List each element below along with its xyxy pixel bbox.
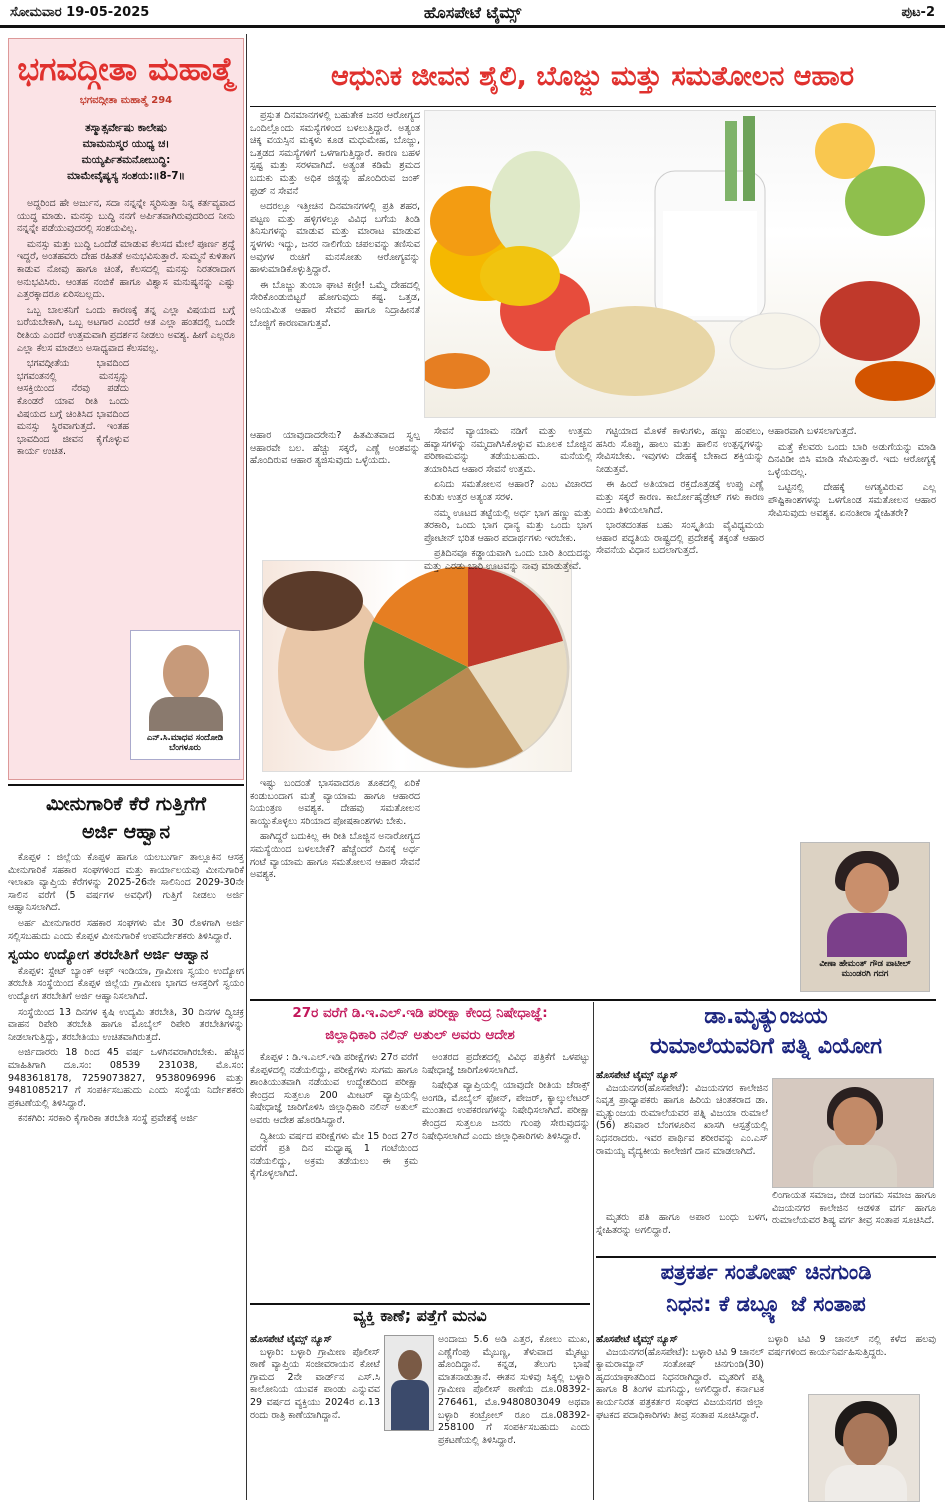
- obituary-body: [596, 1334, 764, 1502]
- shirt-shape: [813, 1145, 897, 1188]
- paragraph: ಭಾರತದಂತಹ ಬಹು ಸಂಸ್ಕೃತಿಯ ವೈವಿಧ್ಯಮಯ ಆಹಾರ ಪದ್ಧತಿಯ ರಾಷ್ಟ್ರದಲ್ಲಿ ಪ್ರದೇಶಕ್ಕೆ ತಕ್ಕಂತೆ ಆಹಾರ ಸೇವನೆಯ ವಿಧಾನ ಬದಲಾಗುತ್ತದೆ.: [596, 520, 764, 557]
- headline-line: ಪತ್ರಕರ್ತ ಸಂತೋಷ್ ಚಿನಗುಂಡಿ: [660, 1260, 872, 1284]
- article-column: [250, 430, 420, 560]
- missing-headline: ವ್ಯಕ್ತಿ ಕಾಣೆ; ಪತ್ತೆಗೆ ಮನವಿ: [353, 1306, 487, 1325]
- author-photo: [130, 630, 240, 760]
- page-number: ಪುಟ-2: [901, 5, 935, 20]
- headline-line: ಅರ್ಜಿ ಆಹ್ವಾನ: [81, 821, 171, 843]
- gita-body: [17, 198, 235, 459]
- divider: [250, 999, 936, 1001]
- paragraph: ಗಟ್ಟಿಯಾದ ಮೊಳಕೆ ಕಾಳುಗಳು, ಹಣ್ಣು ಹಂಪಲು, ಹಸಿರು ಸೊಪ್ಪು, ಹಾಲು ಮತ್ತು ಹಾಲಿನ ಉತ್ಪನ್ನಗಳನ್ನು ಸೇವಿಸಬೇಕು. ಇವುಗಳು ದೇಹಕ್ಕೆ ಬೇಕಾದ ಶಕ್ತಿಯನ್ನು ನೀಡುತ್ತವೆ.: [596, 426, 764, 475]
- obituary-photo: [808, 1394, 920, 1502]
- paragraph: ನಿಷೇಧಿತ ವ್ಯಾಪ್ತಿಯಲ್ಲಿ ಯಾವುದೇ ರೀತಿಯ ಜೆರಾಕ್ಸ್ ಅಂಗಡಿ, ಮೊಬೈಲ್ ಫೋನ್, ಪೇಜರ್, ಕ್ಯಾಲ್ಕುಲೇಟರ್ ಮುಂತಾದ ಉಪಕರಣಗಳನ್ನು ನಿಷೇಧಿಸಲಾಗಿದೆ. ಪರೀಕ್ಷಾ ಕೇಂದ್ರದ ಸುತ್ತಲೂ ಜನರು ಗುಂಪು ಸೇರುವುದನ್ನು ನಿಷೇಧಿಸಲಾಗಿದೆ ಎಂದು ಜಿಲ್ಲಾಧಿಕಾರಿಗಳು ತಿಳಿಸಿದ್ದಾರೆ.: [422, 1080, 590, 1142]
- paragraph: ಈ ಹಿಂದೆ ಅತಿಯಾದ ರಕ್ತದೊತ್ತಡಕ್ಕೆ ಉಪ್ಪು ಎಣ್ಣೆ ಮತ್ತು ಸಕ್ಕರೆ ಕಾರಣ. ಕಾರ್ಬೋಹೈಡ್ರೇಟ್ ಗಳು ಕಾರಣ ಎಂದು ತಿಳಿಯಲಾಗಿದೆ.: [596, 479, 764, 516]
- gita-shloka: [17, 120, 235, 184]
- article-column: [424, 426, 592, 996]
- paragraph: ವಿಜಯನಗರ(ಹೊಸಪೇಟೆ): ಬಳ್ಳಾರಿ ಟಿವಿ 9 ಚಾನಲ್ ಕ್ಯಾಮರಾಮ್ಯಾನ್ ಸಂತೋಷ್ ಚಿನಗುಂಡಿ(30) ಹೃದಯಾಘಾತದಿಂದ ನಿಧನರಾಗಿದ್ದಾರೆ. ಮೃತರಿಗೆ ಪತ್ನಿ ಹಾಗೂ 8 ತಿಂಗಳ ಮಗನಿದ್ದು, ಅಗಲಿದ್ದಾರೆ. ಕರ್ನಾಟಕ ಕಾರ್ಯನಿರತ ಪತ್ರಕರ್ತರ ಸಂಘದ ವಿಜಯನಗರ ಜಿಲ್ಲಾ ಘಟಕದ ಪದಾಧಿಕಾರಿಗಳು ತೀವ್ರ ಸಂತಾಪ ಸೂಚಿಸಿದ್ದಾರೆ.: [596, 1346, 764, 1421]
- shirt-shape: [827, 913, 907, 957]
- paragraph: ಒಟ್ಟಿನಲ್ಲಿ ದೇಹಕ್ಕೆ ಅಗತ್ಯವಿರುವ ಎಲ್ಲ ಪೌಷ್ಟಿಕಾಂಶಗಳನ್ನು ಒಳಗೊಂಡ ಸಮತೋಲನ ಆಹಾರ ಸೇವಿಸುವುದು ಅವಶ್ಯಕ. ಏನಂತೀರಾ ಸ್ನೇಹಿತರೇ?: [768, 482, 936, 519]
- headline-line: ಡಾ.ಮೃತ್ಯುಂಜಯ: [704, 1004, 828, 1029]
- paragraph: ಹಾಗಿದ್ದರೆ ಬದುಕಿಲ್ಲ ಈ ರೀತಿ ಬೊಜ್ಜಿನ ಅನಾರೋಗ್ಯದ ಸಮಸ್ಯೆಯಿಂದ ಬಳಲಬೇಕೆ? ಹೆಚ್ಚೆಂದರೆ ದಿನಕ್ಕೆ ಅರ್ಧ ಗಂಟೆ ವ್ಯಾಯಾಮ ಹಾಗೂ ಸಮತೋಲನ ಆಹಾರ ಸೇವನೆ ಅವಶ್ಯಕ.: [250, 831, 420, 881]
- shirt-shape: [391, 1380, 429, 1430]
- paragraph: ಪ್ರತಿದಿನವೂ ಕಡ್ಡಾಯವಾಗಿ ಒಂದು ಬಾರಿ ತಿಂದುದನ್ನು ಮತ್ತು ಎರಡು ಬಾರಿ ಊಟವನ್ನು ನಾವು ಮಾಡುತ್ತೇವೆ.: [424, 548, 592, 572]
- paragraph: ಕೊಪ್ಪಳ : ಡಿ.ಇ.ಎಲ್.ಇಡಿ ಪರೀಕ್ಷೆಗಳು 27ರ ವರೆಗೆ ಕೊಪ್ಪಳದಲ್ಲಿ ನಡೆಯಲಿದ್ದು, ಪರೀಕ್ಷೆಗಳು ಸುಗಮ ಹಾಗೂ ಶಾಂತಿಯುತವಾಗಿ ನಡೆಯುವ ಉದ್ದೇಶದಿಂದ ಪರೀಕ್ಷಾ ಕೇಂದ್ರದ ಸುತ್ತಲೂ 200 ಮೀಟರ್ ವ್ಯಾಪ್ತಿಯಲ್ಲಿ ನಿಷೇಧಾಜ್ಞೆ ಜಾರಿಗೊಳಿಸಿ ಜಿಲ್ಲಾಧಿಕಾರಿ ನಲಿನ್ ಅತುಲ್ ಅವರು ಆದೇಶ ಹೊರಡಿಸಿದ್ದಾರೆ.: [250, 1052, 418, 1126]
- shloka-line: ಮಯ್ಯರ್ಪಿತಮನೋಬುದ್ಧಿ:: [81, 154, 171, 166]
- paragraph: ಇಷ್ಟು ಬಂದಂತೆ ಭಾಸವಾದರೂ ತೂಕದಲ್ಲಿ ಏರಿಕೆ ಕಂಡುಬಂದಾಗ ಮತ್ತೆ ವ್ಯಾಯಾಮ ಹಾಗೂ ಆಹಾರದ ನಿಯಂತ್ರಣ ಅವಶ್ಯಕ. ದೇಹವು ಸಮತೋಲನ ಕಾಯ್ದುಕೊಳ್ಳಲು ಸರಿಯಾದ ಪೋಷಕಾಂಶಗಳು ಬೇಕು.: [250, 778, 420, 827]
- article-column: [250, 778, 420, 998]
- face-shape: [398, 1350, 422, 1380]
- gita-title: ಭಗವದ್ಗೀತಾ ಮಹಾತ್ಮೆ: [17, 50, 235, 88]
- paragraph: ಸೇವನೆ ವ್ಯಾಯಾಮ ನಡಿಗೆ ಮತ್ತು ಉತ್ತಮ ಹವ್ಯಾಸಗಳನ್ನು ನಮ್ಮದಾಗಿಸಿಕೊಳ್ಳುವ ಮೂಲಕ ಬೊಜ್ಜಿನ ಪರಿಣಾಮವನ್ನು ತಡೆಯಬಹುದು. ಮನೆಯಲ್ಲಿ ತಯಾರಿಸಿದ ಆಹಾರ ಸೇವನೆ ಉತ್ತಮ.: [424, 426, 592, 475]
- exam-column: [422, 1052, 590, 1302]
- paper-name: ಹೊಸಪೇಟೆ ಟೈಮ್ಸ್: [423, 3, 522, 22]
- fishery-body: [8, 852, 244, 1500]
- shirt-shape: [825, 1465, 907, 1502]
- column-rule: [246, 34, 247, 1500]
- paragraph: ಅದರಲ್ಲೂ ಇತ್ತೀಚಿನ ದಿನಮಾನಗಳಲ್ಲಿ ಪ್ರತಿ ಶಹರ, ಪಟ್ಟಣ ಮತ್ತು ಹಳ್ಳಿಗಳಲ್ಲೂ ವಿವಿಧ ಬಗೆಯ ತಿಂಡಿ ತಿನಿಸುಗಳನ್ನು ಮಾಡುವ ಮತ್ತು ಮಾರಾಟ ಮಾಡುವ ಸ್ಥಳಗಳು ಇದ್ದು, ಜನರ ನಾಲಿಗೆಯ ಚಪಲವನ್ನು ತಣಿಸುವ ಅವುಗಳ ರುಚಿಗೆ ಮನಸೋತು ಆರೋಗ್ಯವನ್ನು ಹಾಳುಮಾಡಿಕೊಳ್ಳುತ್ತಿದ್ದಾರೆ.: [250, 201, 420, 276]
- headline-line: ರುಮಾಲೆಯವರಿಗೆ ಪತ್ನಿ ವಿಯೋಗ: [649, 1034, 883, 1059]
- article-column: [768, 426, 936, 826]
- headline-line: ನಿಧನ: ಕೆ ಡಬ್ಲ್ಯೂ ಜೆ ಸಂತಾಪ: [666, 1292, 866, 1316]
- divider: [250, 106, 936, 107]
- paragraph: ಅರ್ಜಿದಾರರು 18 ರಿಂದ 45 ವರ್ಷ ಒಳಗಿನವರಾಗಿರಬೇಕು. ಹೆಚ್ಚಿನ ಮಾಹಿತಿಗಾಗಿ ದೂ.ಸಂ: 08539 231038, ಮೊ.ಸಂ: 9483618178, 7259073827, 9538096996 ಮತ್ತು 9481085217 ಗೆ ಸಂಪರ್ಕಿಸಬಹುದು ಎಂದು ಸಂಸ್ಥೆಯ ನಿರ್ದೇಶಕರು ಪ್ರಕಟಣೆಯಲ್ಲಿ ತಿಳಿಸಿದ್ದಾರೆ.: [8, 1047, 244, 1109]
- paragraph: ಬಳ್ಳಾರಿ: ಬಳ್ಳಾರಿ ಗ್ರಾಮೀಣ ಪೊಲೀಸ್ ಠಾಣೆ ವ್ಯಾಪ್ತಿಯ ಸಂಜೀವರಾಯನ ಕೋಟೆ ಗ್ರಾಮದ 2ನೇ ವಾರ್ಡ್‌ನ ಎಸ್.ಸಿ ಕಾಲೋನಿಯ ಯುವಕ ಪಾಂಡು ಎನ್ನುವವ 29 ವರ್ಷದ ವ್ಯಕ್ತಿಯು 2024ರ ಏ.13 ರಂದು ರಾತ್ರಿ ಕಾಣೆಯಾಗಿದ್ದಾನೆ.: [250, 1346, 380, 1421]
- obituary-body: [596, 1070, 768, 1212]
- main-headline: ಆಧುನಿಕ ಜೀವನ ಶೈಲಿ, ಬೊಜ್ಜು ಮತ್ತು ಸಮತೋಲನ ಆಹಾರ: [331, 61, 854, 92]
- missing-column: [250, 1334, 380, 1502]
- shloka-line: ಮಾಮೇವೈಷ್ಯಸ್ಯ ಸಂಶಯ:॥8-7॥: [67, 170, 185, 182]
- food-photo: [424, 110, 936, 418]
- paragraph: ಕನಕಗಿರಿ: ಸರಕಾರಿ ಕೈಗಾರಿಕಾ ತರಬೇತಿ ಸಂಸ್ಥೆ ಪ್ರವೇಶಕ್ಕೆ ಅರ್ಜಿ: [18, 1113, 198, 1125]
- headline-line: ಮೀನುಗಾರಿಕೆ ಕೆರೆ ಗುತ್ತಿಗೆಗೆ: [45, 793, 206, 815]
- article-column: [250, 110, 420, 430]
- face-shape: [843, 1413, 889, 1467]
- issue-date: ಸೋಮವಾರ 19-05-2025: [10, 5, 150, 20]
- paragraph: ವಿಜಯನಗರ(ಹೊಸಪೇಟೆ): ವಿಜಯನಗರ ಕಾಲೇಜಿನ ನಿವೃತ್ತ ಪ್ರಾಧ್ಯಾಪಕರು ಹಾಗೂ ಹಿರಿಯ ಚಿಂತಕರಾದ ಡಾ. ಮೃತ್ಯುಂಜಯ ರುಮಾಲೆಯವರ ಪತ್ನಿ ವಿಜಯಾ ರುಮಾಲೆ (56) ಶನಿವಾರ ಬೆಂಗಳೂರಿನ ಖಾಸಗಿ ಆಸ್ಪತ್ರೆಯಲ್ಲಿ ನಿಧನರಾದರು. ಇವರ ಪಾರ್ಥಿವ ಶರೀರವನ್ನು ಎಂ.ಎಸ್ ರಾಮಯ್ಯ ವೈದ್ಯಕೀಯ ಕಾಲೇಜಿಗೆ ದಾನ ಮಾಡಲಾಗಿದೆ.: [596, 1082, 768, 1157]
- paragraph: ಅದ್ದರಿಂದ ಹೇ ಅರ್ಜುನ, ಸದಾ ನನ್ನನ್ನೇ ಸ್ಮರಿಸುತ್ತಾ ನಿನ್ನ ಕರ್ತವ್ಯವಾದ ಯುದ್ಧ ಮಾಡು. ಮನಸ್ಸು ಬುದ್ಧಿ ನನಗೆ ಅರ್ಪಿತವಾಗಿರುವುದರಿಂದ ನೀನು ನನ್ನನ್ನೇ ಪಡೆಯುವುದರಲ್ಲಿ ಸಂಶಯವಿಲ್ಲ.: [17, 198, 235, 235]
- fishery-headline: [8, 790, 244, 850]
- paragraph: ಈ ಬೊಜ್ಜು ತುಂಬಾ ಘಾಟಿ ಕಣ್ರೀ! ಒಮ್ಮೆ ದೇಹದಲ್ಲಿ ಸೇರಿಕೊಂಡುಬಿಟ್ಟರೆ ಹೋಗುವುದು ಕಷ್ಟ. ಒತ್ತಡ, ಅನಿಯಮಿತ ಆಹಾರ ಸೇವನೆ ಹಾಗೂ ನಿದ್ರಾಹೀನತೆ ಬೊಜ್ಜಿಗೆ ಕಾರಣವಾಗುತ್ತವೆ.: [250, 279, 420, 329]
- paragraph: ಒಬ್ಬ ಬಾಲಕನಿಗೆ ಒಂದು ಕಾರಣಕ್ಕೆ ತನ್ನ ಎಲ್ಲಾ ವಿಷಯದ ಬಗ್ಗೆ ಬರೆಯಬೇಕಾಗಿ, ಒಬ್ಬ ಅಟಗಾರ ಎಂದರೆ ಆತ ಎಲ್ಲಾ ಹಂತದಲ್ಲಿ ಒಂದೇ ರೀತಿಯ ಎಂದರೆ ಉತ್ತಮವಾಗಿ ಪ್ರದರ್ಶನ ನೀಡಲು ಅವಶ್ಯ. ಹೀಗೆ ಎಲ್ಲರೂ ಎಲ್ಲಾ ಕೆಲಸ ಮಾಡಲು ಅಸಾಧ್ಯವಾದ ಕೆಲಸವಲ್ಲ.: [17, 304, 235, 354]
- column-rule: [593, 1002, 594, 1500]
- face-overlay: [845, 863, 889, 913]
- dateline: ಹೊಸಪೇಟೆ ಟೈಮ್ಸ್ ನ್ಯೂಸ್: [250, 1334, 332, 1345]
- paragraph: ಬಳ್ಳಾರಿ ಟಿವಿ 9 ಚಾನಲ್ ನಲ್ಲಿ ಕಳೆದ ಹಲವು ವರ್ಷಗಳಿಂದ ಕಾರ್ಯನಿರ್ವಹಿಸುತ್ತಿದ್ದರು.: [768, 1334, 936, 1358]
- paragraph: ಸಂಸ್ಥೆಯಿಂದ 13 ದಿನಗಳ ಕೃಷಿ ಉದ್ಯಮಿ ತರಬೇತಿ, 30 ದಿನಗಳ ದ್ವಿಚಕ್ರ ವಾಹನ ರಿಪೇರಿ ತರಬೇತಿ ಹಾಗೂ ಮೊಬೈಲ್ ರಿಪೇರಿ ತರಬೇತಿಗಳನ್ನು ನೀಡಲಾಗುತ್ತಿದ್ದು, ತರಬೇತಿಯು ಉಚಿತವಾಗಿರುತ್ತದೆ.: [8, 1006, 244, 1043]
- paragraph: ಪ್ರಸ್ತುತ ದಿನಮಾನಗಳಲ್ಲಿ ಬಹುತೇಕ ಜನರ ಆರೋಗ್ಯದ ಒಂದಿಲ್ಲೊಂದು ಸಮಸ್ಯೆಗಳಿಂದ ಬಳಲುತ್ತಿದ್ದಾರೆ. ಅತ್ಯಂತ ಚಿಕ್ಕ ವಯಸ್ಸಿನ ಮಕ್ಕಳು ಕೂಡ ಮಧುಮೇಹ, ಬೊಜ್ಜು, ಒತ್ತಡದ ಸಮಸ್ಯೆಗಳಿಗೆ ಒಳಗಾಗುತ್ತಿದ್ದಾರೆ. ಕಾರಣ ಬಹಳ ಸ್ಪಷ್ಟ ಮತ್ತು ಸರಳವಾಗಿದೆ. ಅತ್ಯಂತ ಕಡಿಮೆ ಶ್ರಮದ ಬದುಕು ಮತ್ತು ಅಧಿಕ ಜಿಡ್ಡನ್ನು ಹೊಂದಿರುವ ಜಂಕ್ ಫುಡ್ ನ ಸೇವನೆ: [250, 110, 420, 197]
- missing-person-photo: [384, 1335, 434, 1431]
- obituary-headline: [596, 1002, 936, 1066]
- divider: [8, 784, 244, 786]
- masthead: [0, 0, 945, 28]
- author-place: ಮುಂಡರಗಿ ಗದಗ: [841, 969, 889, 979]
- obituary-photo: [772, 1078, 934, 1188]
- paragraph: ಮತ್ತೆ ಕೆಲವರು ಒಂದು ಬಾರಿ ಅಡುಗೆಯನ್ನು ಮಾಡಿ ದಿನವಿಡೀ ಬಿಸಿ ಮಾಡಿ ಸೇವಿಸುತ್ತಾರೆ. ಇದು ಆರೋಗ್ಯಕ್ಕೆ ಒಳ್ಳೆಯದಲ್ಲ.: [768, 441, 936, 478]
- obituary-body: [772, 1190, 936, 1256]
- obituary-body: [596, 1212, 768, 1254]
- gita-subtitle: ಭಗವದ್ಗೀತಾ ಮಹಾತ್ಮೆ 294: [79, 95, 173, 106]
- obituary-body: [768, 1334, 936, 1392]
- paragraph: ಅರ್ಹ ಮೀನುಗಾರರ ಸಹಕಾರ ಸಂಘಗಳು ಮೇ 30 ರೊಳಗಾಗಿ ಅರ್ಜಿ ಸಲ್ಲಿಸಬಹುದು ಎಂದು ಕೊಪ್ಪಳ ಮೀನುಗಾರಿಕೆ ಉಪನಿರ್ದೇಶಕರು ತಿಳಿಸಿದ್ದಾರೆ.: [8, 917, 244, 942]
- author-caption: [131, 733, 239, 753]
- paragraph: ಏನಿದು ಸಮತೋಲನ ಆಹಾರ? ಎಂಬ ವಿಚಾರದ ಕುರಿತು ಉತ್ತರ ಅತ್ಯಂತ ಸರಳ.: [424, 479, 592, 503]
- shloka-line: ತಸ್ಮಾತ್ಸರ್ವೇಷು ಕಾಲೇಷು: [85, 122, 167, 134]
- paragraph: ಮನಸ್ಸು ಮತ್ತು ಬುದ್ಧಿ ಒಂದೆಡೆ ಮಾಡುವ ಕೆಲಸದ ಮೇಲೆ ಪೂರ್ಣ ಶ್ರದ್ಧೆ ಇದ್ದರೆ, ಅಂತಹವರು ದೇಹ ರಹಿತತೆ ಅನುಭವಿಸುತ್ತಾರೆ. ಸುಮ್ಮನೆ ಕುಳಿತಾಗ ಕಾಡುವ ನೋವು ಹಾಗೂ ಚಿಂತೆ, ಕೆಲಸದಲ್ಲಿ ಮನಸ್ಸು ನಿರತರಾದಾಗ ಅನುಭವಿಸಿರು. ಆಂತಹ ನಂಬಿಕೆ ಹಾಗೂ ವಿಶ್ವಾಸ ಮನುಷ್ಯನನ್ನು ಎಷ್ಟು ಎತ್ತರಕ್ಕಾದರೂ ಏರಿಸಬಲ್ಲದು.: [17, 238, 235, 301]
- paragraph: ಕೊಪ್ಪಳ : ಜಿಲ್ಲೆಯ ಕೊಪ್ಪಳ ಹಾಗೂ ಯಲಬುರ್ಗಾ ತಾಲ್ಲೂಕಿನ ಆಸಕ್ತ ಮೀನುಗಾರಿಕೆ ಸಹಕಾರ ಸಂಘಗಳಿಂದ ಮತ್ತು ಕಾರ್ಯಾಲಯವು ಮೀನುಗಾರಿಕೆ ಇಲಾಖಾ ವ್ಯಾಪ್ತಿಯ ಕೆರೆಗಳನ್ನು 2025-26ನೇ ಸಾಲಿನಿಂದ 2029-30ನೇ ಸಾಲಿನ ವರೆಗೆ (5 ವರ್ಷಗಳ ಅವಧಿಗೆ) ಗುತ್ತಿಗೆ ನೀಡಲು ಅರ್ಜಿ ಆಹ್ವಾನಿಸಲಾಗಿದೆ.: [8, 852, 244, 914]
- obituary-headline: [596, 1256, 936, 1330]
- face-shape: [163, 645, 209, 701]
- dateline: ಹೊಸಪೇಟೆ ಟೈಮ್ಸ್ ನ್ಯೂಸ್: [596, 1334, 678, 1345]
- author-place: ಬೆಂಗಳೂರು: [169, 743, 201, 753]
- missing-column: [438, 1334, 590, 1502]
- author-name: ವೀಣಾ ಹೇಮಂತ್ ಗೌಡ ಪಾಟೀಲ್: [819, 959, 911, 969]
- dateline: ಹೊಸಪೇಟೆ ಟೈಮ್ಸ್ ನ್ಯೂಸ್: [596, 1070, 678, 1081]
- author-photo: [800, 842, 930, 992]
- paragraph: ಲಿಂಗಾಯತ ಸಮಾಜ, ಬೀಡ ಜಂಗಮ ಸಮಾಜ ಹಾಗೂ ವಿಜಯನಗರ ಕಾಲೇಜಿನ ಆಡಳಿತ ವರ್ಗ ಹಾಗೂ ರುಮಾಲೆಯವರ ಶಿಷ್ಯ ವರ್ಗ ತೀವ್ರ ಸಂತಾಪ ಸೂಚಿಸಿದೆ.: [772, 1190, 936, 1227]
- face-shape: [833, 1097, 877, 1147]
- exam-column: [250, 1052, 418, 1302]
- paragraph: ದ್ವಿತೀಯ ವರ್ಷದ ಪರೀಕ್ಷೆಗಳು ಮೇ 15 ರಿಂದ 27ರ ವರೆಗೆ ಪ್ರತಿ ದಿನ ಮಧ್ಯಾಹ್ನ 1 ಗಂಟೆಯಿಂದ ನಡೆಯಲಿದ್ದು, ಅಕ್ರಮ ತಡೆಯಲು ಈ ಕ್ರಮ ಕೈಗೊಳ್ಳಲಾಗಿದೆ.: [250, 1130, 418, 1180]
- divider: [250, 1303, 590, 1305]
- author-caption: [801, 959, 929, 979]
- shloka-line: ಮಾಮನುಸ್ಮರ ಯುಧ್ಯ ಚ।: [82, 138, 170, 150]
- paragraph: ಆಹಾರ ಯಾವುದಾದರೇನು? ಹಿತಮಿತವಾದ ಸ್ವಲ್ಪ ಆಹಾರವೇ ಬಲ. ಹೆಚ್ಚು ಸಕ್ಕರೆ, ಎಣ್ಣೆ ಅಂಶವನ್ನು ಹೊಂದಿರುವ ಆಹಾರ ತ್ಯಜಿಸುವುದು ಒಳ್ಳೆಯದು.: [250, 430, 420, 467]
- paragraph: ಕೊಪ್ಪಳ: ಸ್ಟೇಟ್ ಬ್ಯಾಂಕ್ ಆಫ್ ಇಂಡಿಯಾ, ಗ್ರಾಮೀಣ ಸ್ವಯಂ ಉದ್ಯೋಗ ತರಬೇತಿ ಸಂಸ್ಥೆಯಿಂದ ಕೊಪ್ಪಳ ಜಿಲ್ಲೆಯ ಗ್ರಾಮೀಣ ಭಾಗದ ಆಸಕ್ತರಿಗೆ ಸ್ವಯಂ ಉದ್ಯೋಗ ತರಬೇತಿಗೆ ಅರ್ಜಿ ಆಹ್ವಾನಿಸಲಾಗಿದೆ.: [8, 965, 244, 1002]
- paragraph: ಆಹಾರವಾಗಿ ಬಳಸಲಾಗುತ್ತದೆ.: [768, 426, 857, 437]
- exam-headline: [250, 1002, 590, 1050]
- shirt-shape: [149, 697, 223, 731]
- paragraph: ಅಂದಾಜು 5.6 ಅಡಿ ಎತ್ತರ, ಕೋಲು ಮುಖ, ಎಣ್ಣೆಗೆಂಪು ಮೈಬಣ್ಣ, ತೆಳುವಾದ ಮೈಕಟ್ಟು ಹೊಂದಿದ್ದಾನೆ. ಕನ್ನಡ, ತೆಲುಗು ಭಾಷೆ ಮಾತನಾಡುತ್ತಾನೆ. ಈತನ ಸುಳಿವು ಸಿಕ್ಕಲ್ಲಿ ಬಳ್ಳಾರಿ ಗ್ರಾಮೀಣ ಪೊಲೀಸ್ ಠಾಣೆಯ ದೂ.08392-276461, ಮೊ.9480803049 ಅಥವಾ ಬಳ್ಳಾರಿ ಕಂಟ್ರೋಲ್ ರೂಂ ದೂ.08392-258100 ಗೆ ಸಂಪರ್ಕಿಸಬಹುದು ಎಂದು ಪ್ರಕಟಣೆಯಲ್ಲಿ ತಿಳಿಸಿದ್ದಾರೆ.: [438, 1334, 590, 1446]
- paragraph: ಭಗವದ್ಗೀತೆಯ ಭಾವದಿಂದ ಭಗವಂತನಲ್ಲಿ ಮನಸ್ಸನ್ನು ಆಸಕ್ತಿಯಿಂದ ನೆರವು ಪಡೆದು ಕೊಂಡರೆ ಯಾವ ರೀತಿ ಒಂದು ವಿಷಯದ ಬಗ್ಗೆ ಚಿಂತಿಸಿದ ಭಾವದಿಂದ ಮನಸ್ಸು ಸ್ಥಿರವಾಗುತ್ತದೆ. ಇಂತಹ ಭಾವದಿಂದ ಜೀವನ ಕೈಗೊಳ್ಳುವ ಕಾರ್ಯ ಉಚಿತ.: [17, 358, 129, 458]
- paragraph: ಮೃತರು ಪತಿ ಹಾಗೂ ಅಪಾರ ಬಂಧು ಬಳಗ, ಸ್ನೇಹಿತರನ್ನು ಅಗಲಿದ್ದಾರೆ.: [596, 1212, 768, 1236]
- author-name: ಎನ್.ಸಿ.ಮಾಧವ ಸಂದೋಡಿ: [146, 733, 224, 743]
- headline-line: 27ರ ವರೆಗೆ ಡಿ.ಇ.ಎಲ್.ಇಡಿ ಪರೀಕ್ಷಾ ಕೇಂದ್ರ ನಿಷೇಧಾಜ್ಞೆ:: [292, 1005, 548, 1021]
- food-illustration: [425, 111, 936, 418]
- headline-line: ಜಿಲ್ಲಾಧಿಕಾರಿ ನಲಿನ್ ಅತುಲ್ ಅವರು ಆದೇಶ: [325, 1027, 515, 1043]
- paragraph: ನಮ್ಮ ಊಟದ ತಟ್ಟೆಯಲ್ಲಿ ಅರ್ಧ ಭಾಗ ಹಣ್ಣು ಮತ್ತು ತರಕಾರಿ, ಒಂದು ಭಾಗ ಧಾನ್ಯ ಮತ್ತು ಒಂದು ಭಾಗ ಪ್ರೋಟೀನ್ ಭರಿತ ಆಹಾರ ಪದಾರ್ಥಗಳು ಇರಬೇಕು.: [424, 507, 592, 544]
- article-column: [596, 426, 764, 996]
- subheadline: ಸ್ವಯಂ ಉದ್ಯೋಗ ತರಬೇತಿಗೆ ಅರ್ಜಿ ಆಹ್ವಾನ: [8, 947, 209, 964]
- paragraph: ಅಂತರದ ಪ್ರದೇಶದಲ್ಲಿ ವಿವಿಧ ಪತ್ರಿಕೆಗೆ ಒಳಪಟ್ಟು ನಿಷೇಧಾಜ್ಞೆ ಜಾರಿಗೊಳಿಸಲಾಗಿದೆ.: [422, 1052, 590, 1076]
